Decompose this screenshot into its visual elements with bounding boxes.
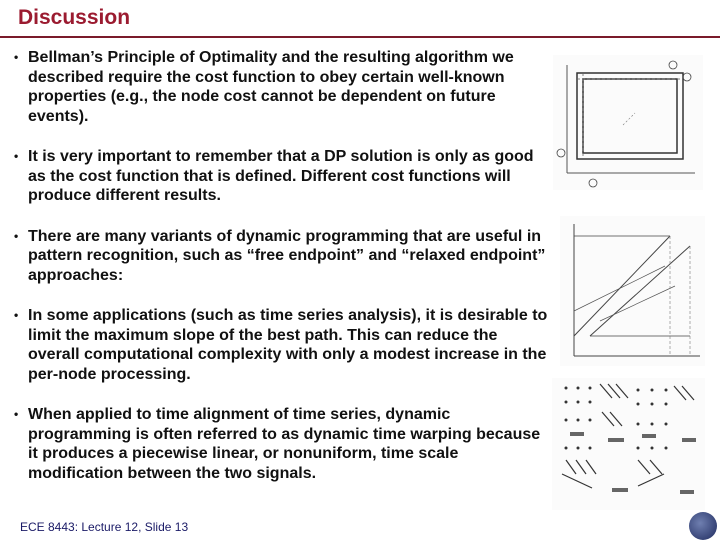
bullet-item — [12, 405, 552, 483]
local-path-patterns-figure — [552, 378, 705, 510]
bullet-item — [12, 306, 552, 384]
bullet-marker: • — [14, 149, 19, 163]
bullet-text: There are many variants of dynamic programming that are useful in pattern recognition, such as “free endpoint” and “relaxed endpoint” approaches: — [28, 227, 546, 284]
bullet-item — [12, 147, 552, 206]
bullet-text: In some applications (such as time series analysis), it is desirable to limit the maximum slope of the best path. This can reduce the overall computational complexity with only a modest increase in the per-node processing. — [28, 307, 548, 383]
bullet-text: Bellman’s Principle of Optimality and the resulting algorithm we described require the cost function to obey certain well-known properties (e.g., the node cost cannot be dependent on future events). — [28, 49, 514, 125]
bullet-list — [12, 48, 552, 504]
university-logo-icon — [689, 512, 717, 540]
slide-title: Discussion — [18, 6, 131, 29]
slide-footer: ECE 8443: Lecture 12, Slide 13 — [20, 520, 189, 534]
bullet-marker: • — [14, 407, 19, 421]
bullet-marker: • — [14, 50, 19, 64]
free-endpoint-figure — [553, 55, 703, 190]
title-rule — [0, 36, 720, 38]
bullet-text: It is very important to remember that a DP solution is only as good as the cost function that is defined. Different cost functions will produce different results. — [28, 148, 534, 204]
relaxed-endpoint-figure — [560, 216, 705, 366]
bullet-marker: • — [14, 228, 19, 243]
bullet-text: When applied to time alignment of time series, dynamic programming is often referred to as dynamic time warping because it produces a piecewise linear, or nonuniform, time scale modification between the two signals. — [28, 406, 541, 482]
bullet-marker: • — [14, 308, 19, 322]
bullet-item — [12, 227, 552, 286]
bullet-item — [12, 48, 552, 126]
